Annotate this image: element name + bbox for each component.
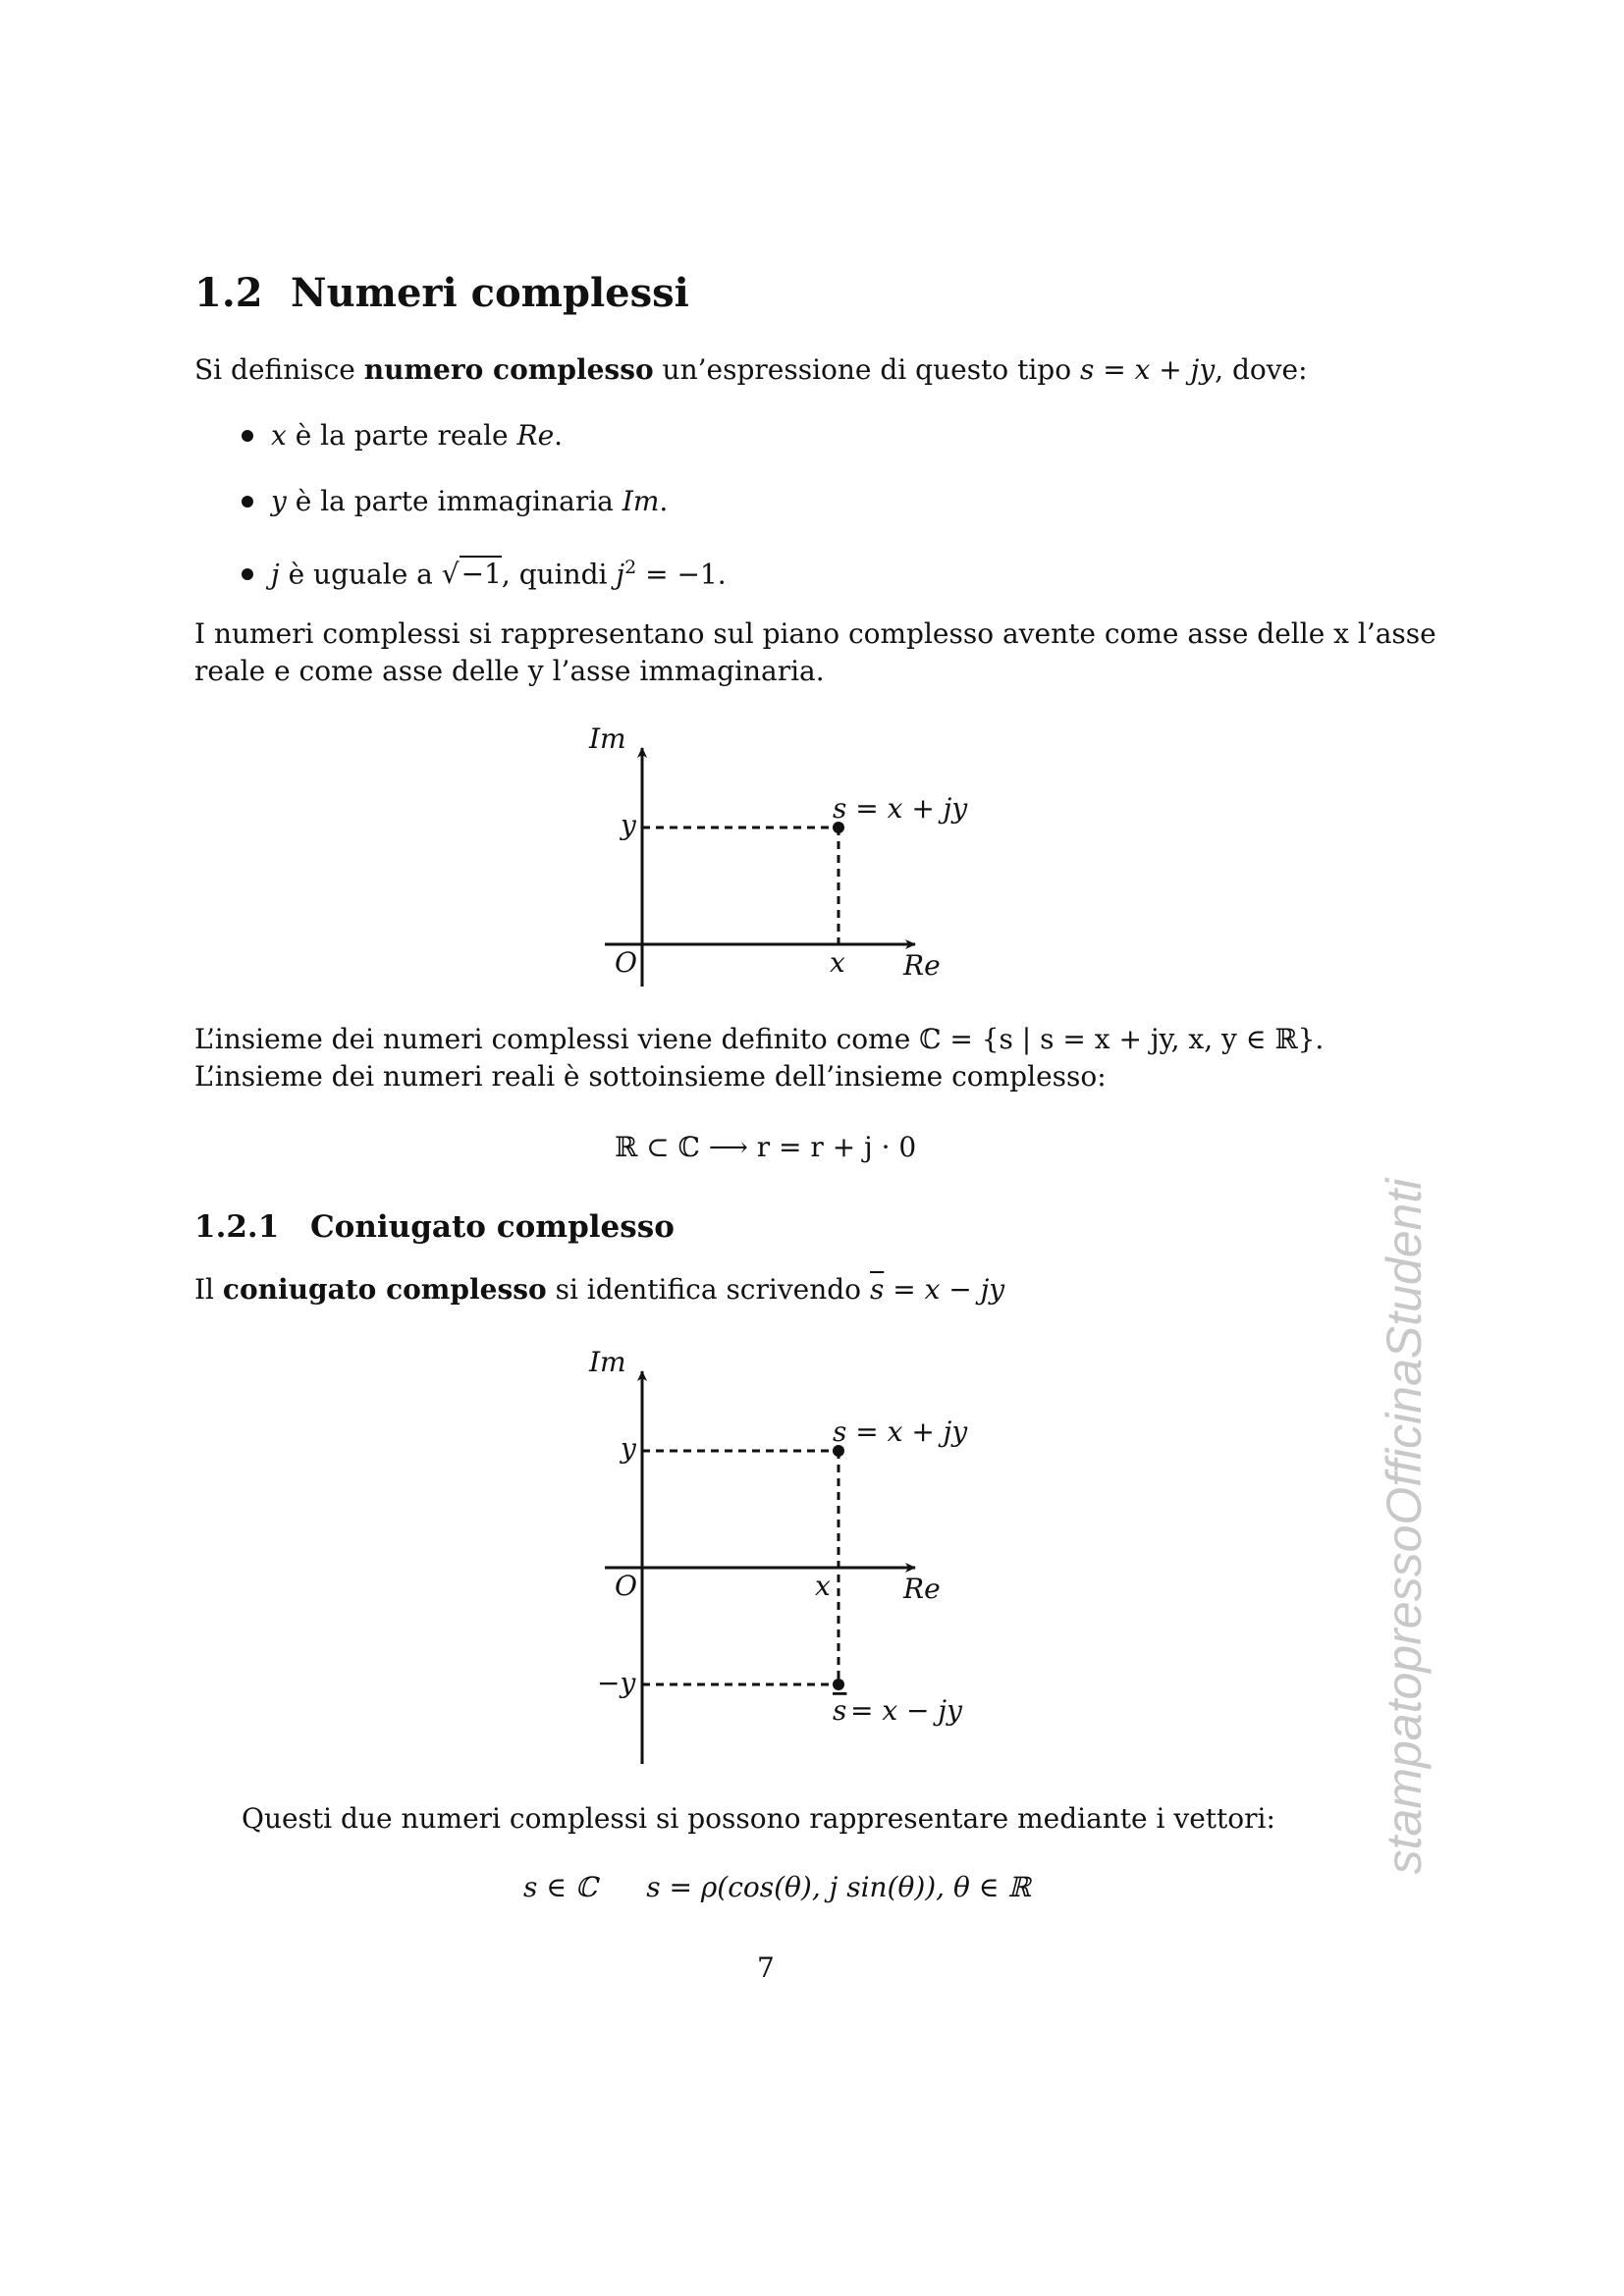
conjugate-text-mid: si identifica scrivendo: [546, 1273, 870, 1306]
subsection-title: Coniugato complesso: [310, 1209, 675, 1245]
vector-formula-left: s ∈ ℂ: [523, 1871, 598, 1903]
bullet-var: j: [271, 558, 280, 591]
bullet-dot: [242, 496, 253, 507]
y-tick-label: y: [621, 809, 636, 841]
paragraph-line: L’insieme dei numeri complessi viene definito come ℂ = {s | s = x + jy, x, y ∈ ℝ}.: [194, 1023, 1325, 1055]
power-exponent: 2: [624, 557, 637, 578]
paragraph-line: I numeri complessi si rappresentano sul piano complesso avente come asse delle x l’asse: [194, 617, 1436, 650]
intro-text-end: , dove:: [1215, 353, 1308, 386]
point-label: s = x + jy: [833, 792, 968, 825]
vector-formula: [523, 1871, 1031, 1903]
paragraph-line: L’insieme dei numeri reali è sottoinsieme dell’insieme complesso:: [194, 1060, 1107, 1093]
bullet-dot: [242, 430, 253, 442]
y-axis-label: Im: [589, 1350, 626, 1378]
x-axis-label: Re: [903, 1573, 941, 1605]
conjugate-text-start: Il: [194, 1273, 223, 1306]
conjugate-point: [833, 1679, 844, 1690]
plane-paragraph: [194, 615, 1436, 690]
section-title: Numeri complessi: [291, 270, 689, 316]
subsection-heading: [194, 1209, 675, 1245]
page-number: 7: [757, 1951, 775, 1984]
bullet-item: [242, 549, 727, 593]
bullet-text: è la parte reale: [286, 419, 517, 452]
bullet-dot: [242, 568, 253, 580]
x-tick-label: x: [815, 1570, 831, 1602]
bullet-end: .: [554, 419, 564, 452]
bullet-text-end: = −1.: [636, 558, 727, 591]
set-paragraph: [194, 1021, 1324, 1095]
bullet-end: .: [659, 485, 669, 517]
conjugate-symbol: s: [833, 1694, 847, 1727]
conjugate-formula: = x − jy: [884, 1273, 1005, 1306]
subsection-number: 1.2.1: [194, 1209, 280, 1245]
intro-text-start: Si definisce: [194, 353, 364, 386]
conjugate-symbol: $\overline{s}$: [869, 1273, 885, 1306]
bullet-text-mid: , quindi: [501, 558, 617, 591]
intro-paragraph: [194, 351, 1308, 389]
bullet-term: Re: [516, 419, 555, 452]
conjugate-diagram: [579, 1350, 992, 1777]
vectors-paragraph: Questi due numeri complessi si possono rappresentare mediante i vettori:: [242, 1802, 1275, 1835]
bullet-var: y: [271, 485, 287, 517]
complex-plane-diagram: [579, 726, 992, 1001]
watermark-text: stampatopressoOfficinaStudenti: [1377, 1178, 1432, 1875]
bullet-term: Im: [622, 485, 660, 517]
bullet-text: è la parte immaginaria: [286, 485, 623, 517]
subset-formula: ℝ ⊂ ℂ ⟶ r = r + j · 0: [615, 1131, 917, 1163]
power-base: j: [616, 558, 625, 591]
conjugate-point-label: = x − jy: [850, 1694, 962, 1727]
x-tick-label: x: [830, 946, 845, 979]
square-root: [442, 556, 502, 593]
bullet-item: [242, 417, 563, 454]
section-number: 1.2: [194, 270, 263, 316]
bullet-var: x: [271, 419, 287, 452]
origin-label: O: [615, 1570, 637, 1602]
paragraph-line: reale e come asse delle y l’asse immaginaria.: [194, 655, 825, 687]
section-heading: [194, 270, 689, 316]
intro-term: numero complesso: [363, 353, 654, 386]
bullet-text: è uguale a: [279, 558, 442, 591]
radicand: −1: [460, 558, 502, 591]
intro-formula: s = x + jy: [1079, 353, 1216, 386]
neg-y-tick-label: −y: [597, 1667, 636, 1699]
radical-sign: √: [441, 558, 460, 591]
y-axis-label: Im: [589, 726, 626, 755]
vector-formula-right: s = ρ(cos(θ), j sin(θ)), θ ∈ ℝ: [646, 1871, 1031, 1903]
origin-label: O: [615, 946, 637, 979]
conjugate-term: coniugato complesso: [222, 1273, 547, 1306]
intro-text-mid: un’espressione di questo tipo: [653, 353, 1080, 386]
conjugate-paragraph: [194, 1271, 1004, 1308]
bullet-item: [242, 483, 668, 520]
point-label: s = x + jy: [833, 1415, 968, 1448]
x-axis-label: Re: [903, 949, 941, 982]
y-tick-label: y: [621, 1432, 636, 1465]
